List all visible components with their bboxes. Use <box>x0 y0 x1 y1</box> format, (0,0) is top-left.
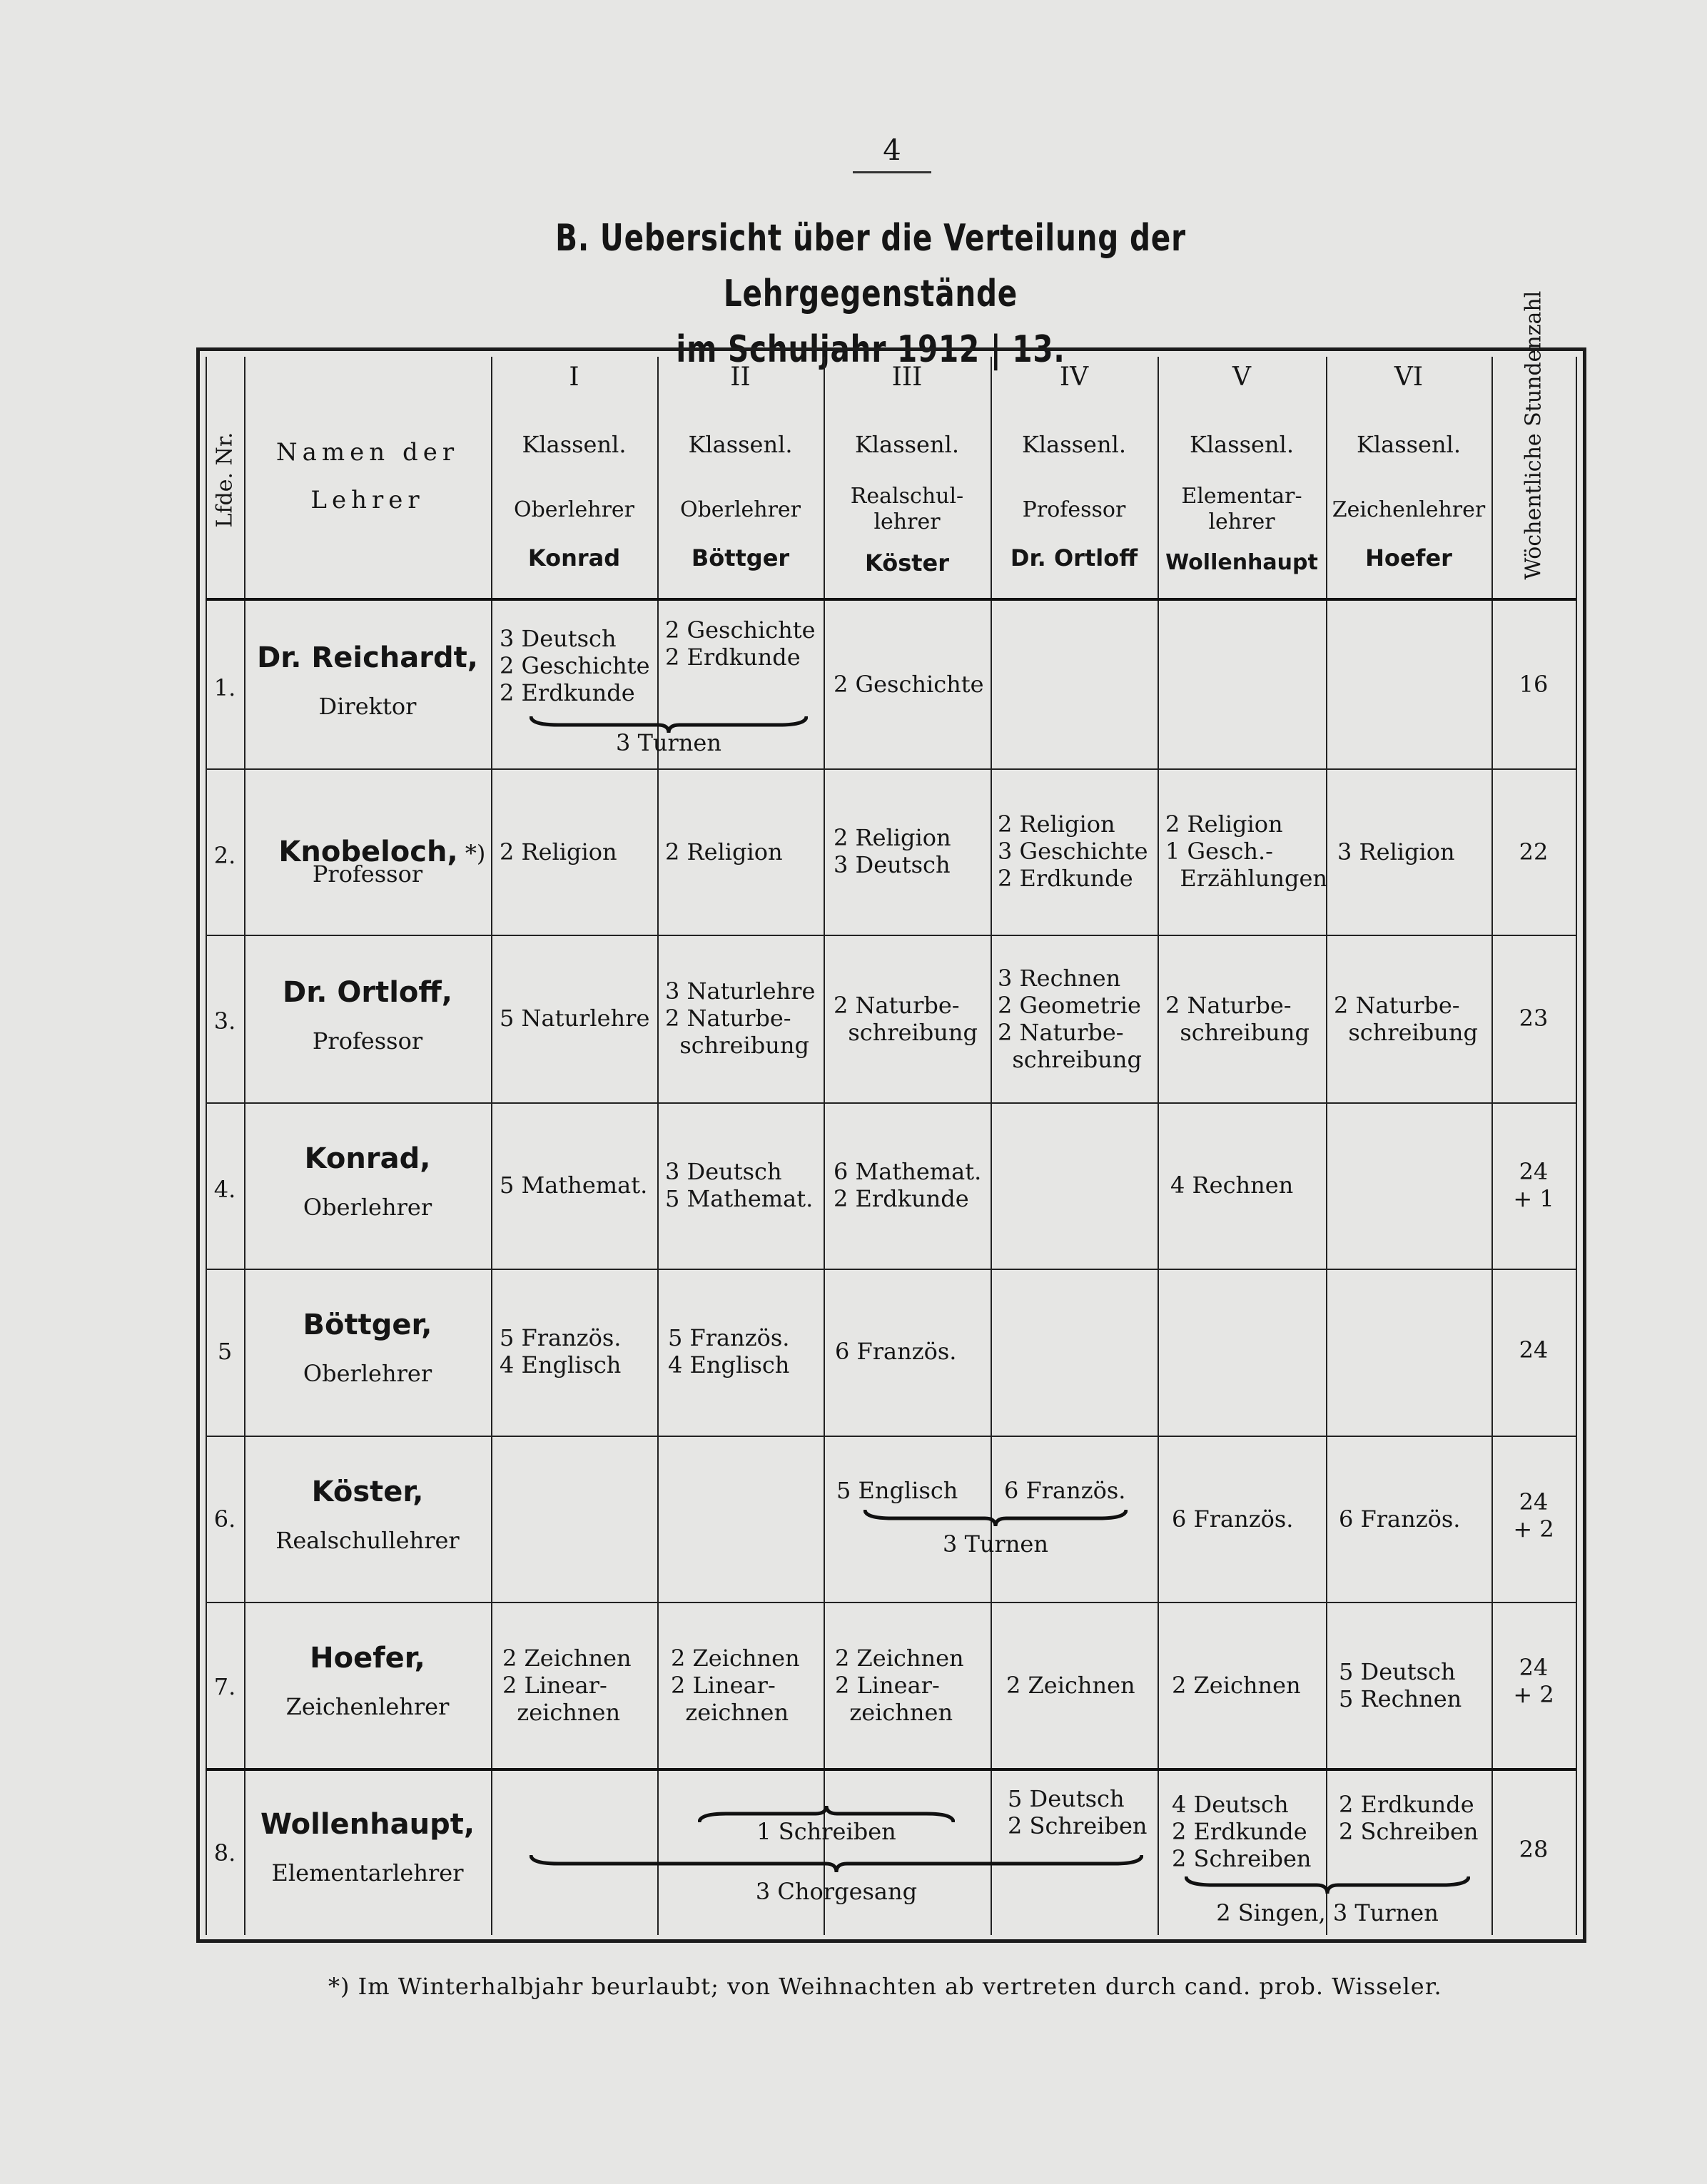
col-rule <box>491 357 492 1935</box>
col-rule <box>991 357 992 1935</box>
row-rule <box>206 935 1576 936</box>
brace <box>1185 1874 1470 1895</box>
page-number: 4 <box>883 134 901 167</box>
header-rule <box>206 598 1576 601</box>
title-line-1: B. Uebersicht über die Verteilung der Lehrgegenstände <box>555 217 1186 315</box>
header-lfd-nr: Lfde. Nr. <box>212 432 238 528</box>
page-number-rule <box>853 171 931 173</box>
row-rule <box>206 1768 1576 1771</box>
row-rule <box>206 1102 1576 1104</box>
row-rule <box>206 1436 1576 1437</box>
col-rule <box>824 357 825 1935</box>
brace <box>863 1507 1128 1528</box>
col-rule <box>657 357 659 1935</box>
col-rule <box>1158 357 1159 1935</box>
header-total: Wöchentliche Stundenzahl <box>1521 290 1546 580</box>
header-name-2: Lehrer <box>310 486 425 514</box>
footnote: *) Im Winterhalbjahr beurlaubt; von Weihnachten ab vertreten durch cand. prob. Wisseler. <box>328 1973 1442 2000</box>
brace <box>530 1852 1143 1874</box>
row-rule <box>206 1602 1576 1603</box>
row-rule <box>206 1269 1576 1270</box>
header-name-1: Namen der <box>275 438 460 467</box>
col-rule <box>1576 357 1577 1935</box>
row-rule <box>206 768 1576 770</box>
title-line-2: im Schuljahr 1912 | 13. <box>676 328 1065 371</box>
col-rule <box>1326 357 1327 1935</box>
